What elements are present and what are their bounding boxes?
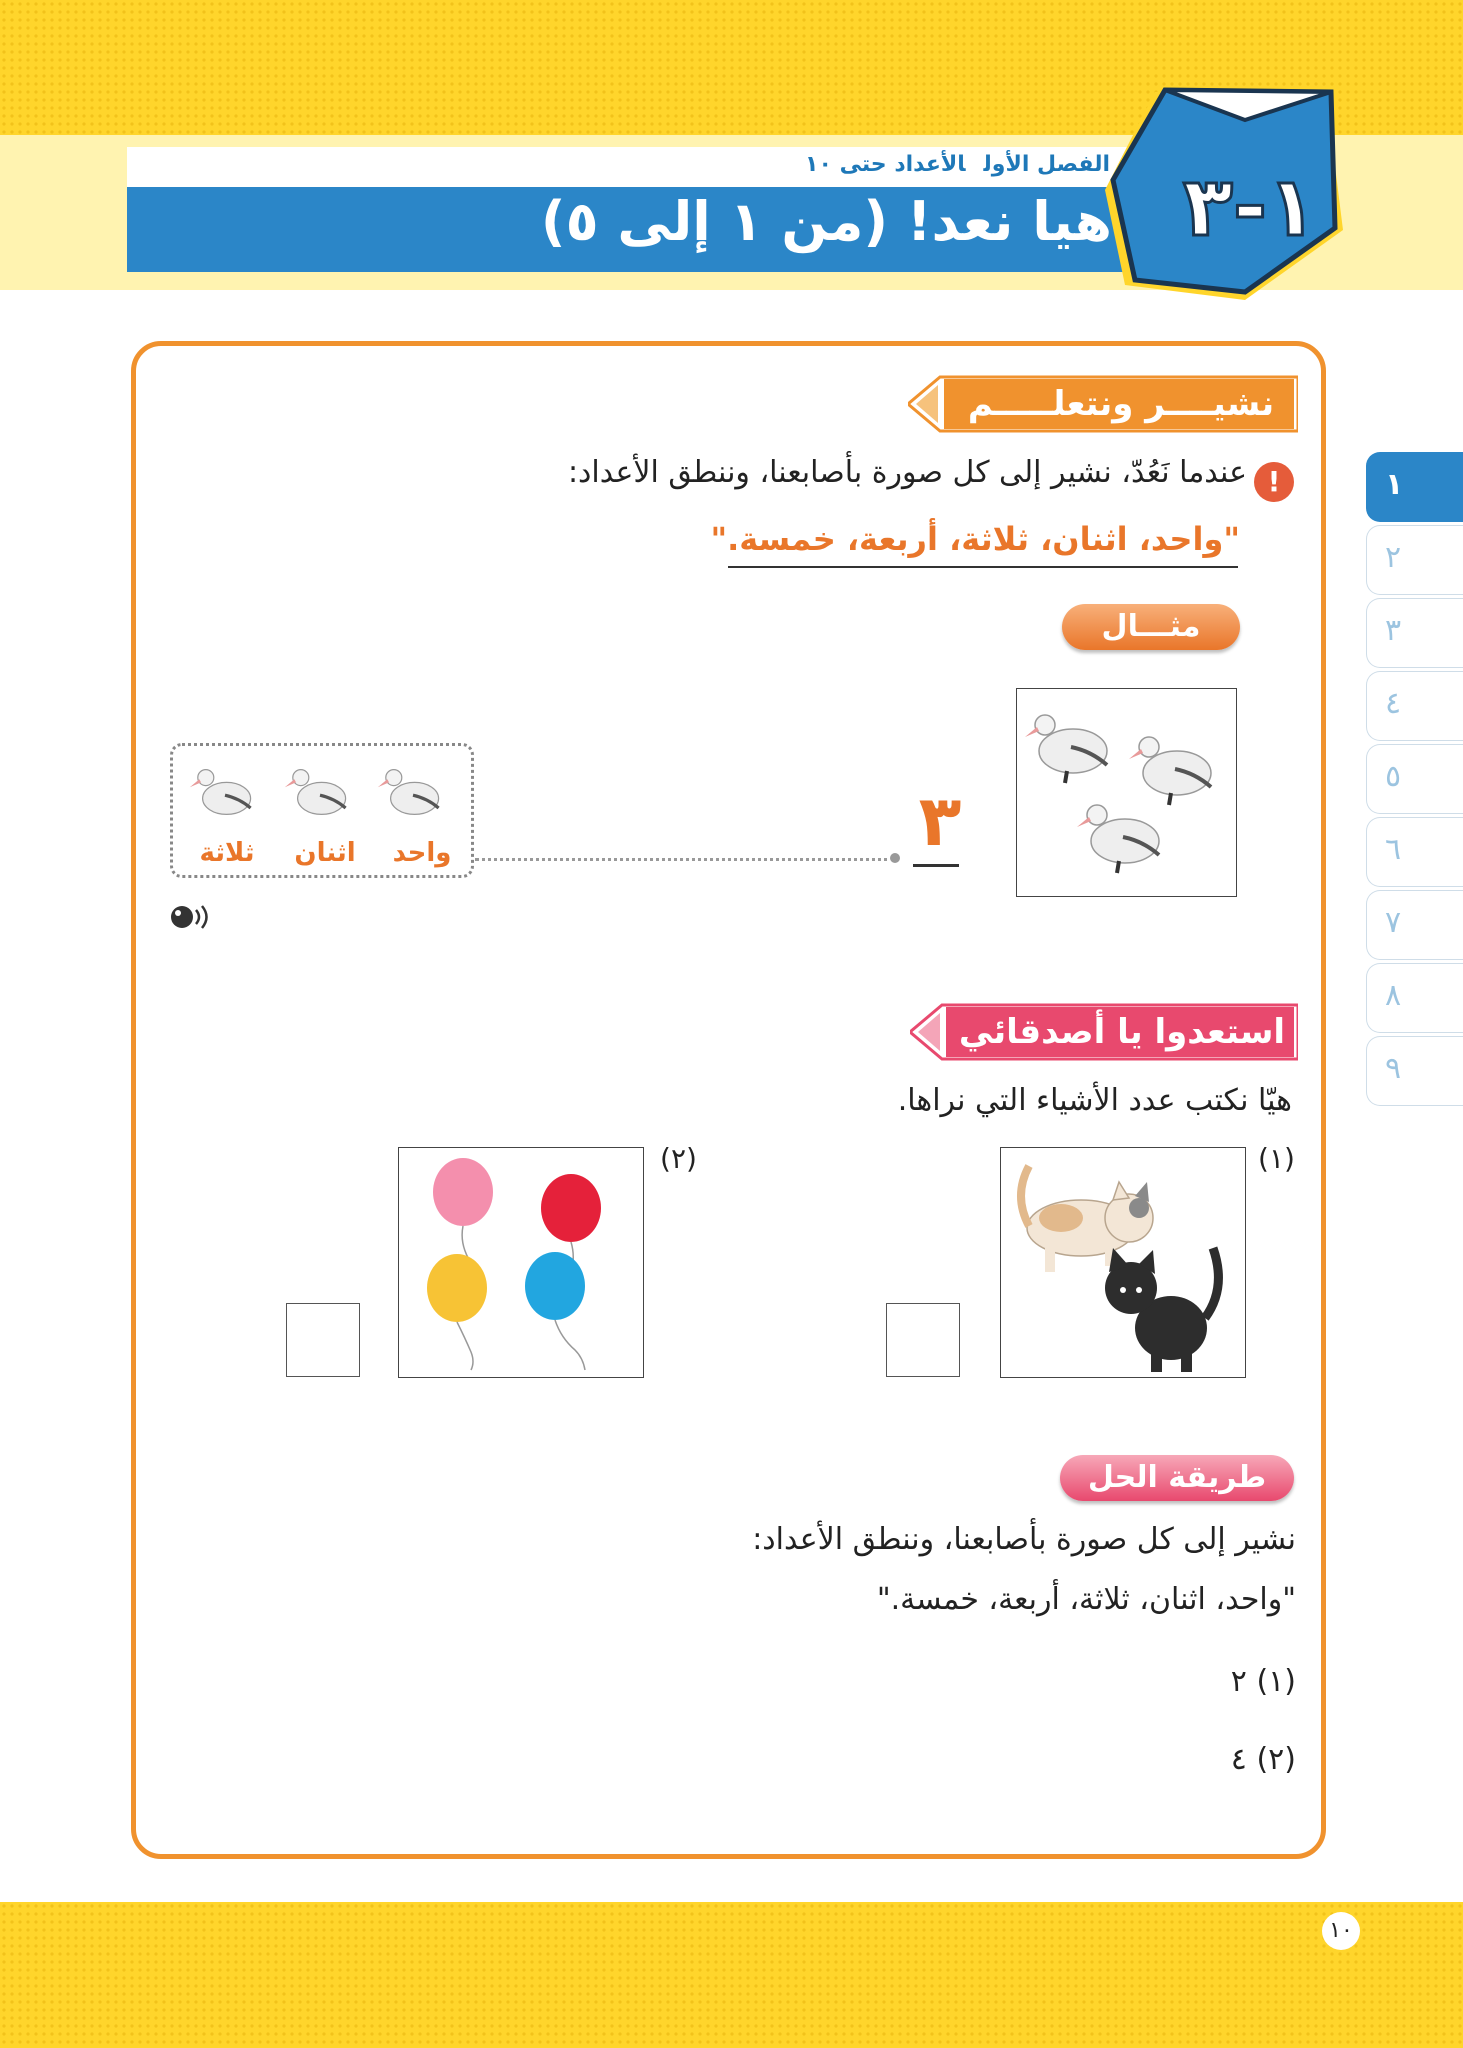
bird-icon — [1129, 737, 1211, 805]
bottom-decorative-band — [0, 1902, 1463, 2048]
side-tab-5[interactable] — [1366, 744, 1463, 814]
side-tab-6[interactable] — [1366, 817, 1463, 887]
side-tab-8[interactable] — [1366, 963, 1463, 1033]
side-tab-label: ٤ — [1385, 686, 1402, 721]
bird-icon — [1025, 715, 1107, 783]
balloon-icon — [525, 1252, 585, 1370]
example-pill — [1062, 604, 1240, 650]
cats-illustration — [1001, 1148, 1244, 1376]
side-tab-7[interactable] — [1366, 890, 1463, 960]
cat-icon — [1021, 1166, 1153, 1272]
bird-icon — [190, 770, 251, 815]
chapter-label: الفصل الأول — [983, 152, 1110, 177]
alert-icon: ! — [1254, 462, 1294, 502]
side-tab-label: ٨ — [1385, 978, 1402, 1013]
ribbon-point-learn — [908, 375, 1298, 433]
chapter-topic: الأعداد حتى ١٠ — [805, 152, 966, 177]
side-tab-2[interactable] — [1366, 525, 1463, 595]
cat-icon — [1105, 1248, 1218, 1372]
task-text: هيّا نكتب عدد الأشياء التي نراها. — [897, 1083, 1292, 1118]
connector-dot — [890, 853, 900, 863]
solution-label: طريقة الحل — [1087, 1460, 1267, 1495]
side-tab-label: ٢ — [1385, 540, 1402, 575]
question-2-image-frame — [398, 1147, 644, 1378]
birds-illustration — [1017, 689, 1235, 895]
example-answer: ٣ — [918, 780, 962, 862]
bird-icon — [285, 770, 346, 815]
answer-box-1[interactable] — [886, 1303, 960, 1377]
audio-icon[interactable] — [170, 902, 212, 932]
chapter-heading — [560, 152, 1110, 177]
question-1-label: (١) — [1258, 1142, 1295, 1175]
ribbon-get-ready — [910, 1003, 1298, 1061]
counted-birds-illustration — [173, 752, 471, 832]
solution-line-1: نشير إلى كل صورة بأصابعنا، وننطق الأعداد: — [752, 1522, 1296, 1557]
numbers-underline — [728, 566, 1238, 568]
solution-line-2: "واحد، اثنان، ثلاثة، أربعة، خمسة." — [876, 1582, 1296, 1617]
side-tab-label: ٦ — [1385, 832, 1402, 867]
count-word-three: ثلاثة — [199, 838, 255, 868]
bird-icon — [378, 770, 439, 815]
ribbon-get-ready-label: استعدوا يا أصدقائي — [958, 1012, 1286, 1052]
question-2-label: (٢) — [660, 1142, 697, 1175]
intro-text: عندما نَعُدّ، نشير إلى كل صورة بأصابعنا، وننطق الأعداد: — [567, 455, 1247, 490]
side-tab-3[interactable] — [1366, 598, 1463, 668]
solution-answer-1: (١) ٢ — [1230, 1664, 1296, 1699]
example-image-frame — [1016, 688, 1237, 897]
side-tab-label: ٣ — [1385, 613, 1402, 648]
ribbon-point-learn-label: نشيــــر ونتعلـــــم — [967, 384, 1275, 424]
side-tab-9[interactable] — [1366, 1036, 1463, 1106]
balloon-icon — [427, 1254, 487, 1370]
side-tab-4[interactable] — [1366, 671, 1463, 741]
page-number: ١٠ — [1322, 1912, 1360, 1950]
question-1-image-frame — [1000, 1147, 1246, 1378]
side-tab-1[interactable] — [1366, 452, 1463, 522]
side-tab-label: ٩ — [1385, 1051, 1402, 1086]
side-tab-label: ١ — [1385, 467, 1404, 502]
bird-icon — [1077, 805, 1159, 873]
side-tab-label: ٥ — [1385, 759, 1402, 794]
count-word-two: اثنان — [294, 838, 356, 868]
solution-pill — [1060, 1455, 1294, 1501]
side-tab-label: ٧ — [1385, 905, 1402, 940]
answer-underline — [913, 864, 959, 867]
lesson-number: ١-٣ — [1182, 160, 1318, 255]
answer-box-2[interactable] — [286, 1303, 360, 1377]
lesson-title: هيا نعد! (من ١ إلى ٥) — [540, 190, 1112, 253]
count-word-one: واحد — [392, 838, 452, 868]
numbers-text: "واحد، اثنان، ثلاثة، أربعة، خمسة." — [710, 520, 1240, 558]
balloons-illustration — [399, 1148, 642, 1376]
connector-line — [475, 858, 895, 861]
solution-answer-2: (٢) ٤ — [1230, 1742, 1296, 1777]
example-label: مثـــال — [1101, 609, 1201, 644]
